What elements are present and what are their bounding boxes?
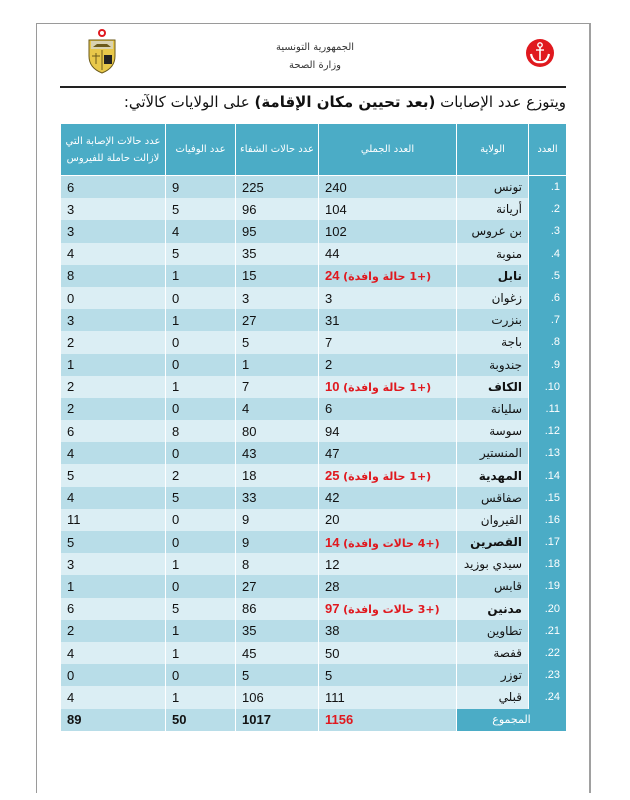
row-index: 14. xyxy=(529,464,567,486)
row-total xyxy=(319,198,457,220)
row-active: 0 xyxy=(61,287,166,309)
row-index: 18. xyxy=(529,553,567,575)
table-row xyxy=(61,509,567,531)
row-total xyxy=(319,287,457,309)
row-total xyxy=(319,442,457,464)
row-deaths: 4 xyxy=(166,220,236,242)
table-caption xyxy=(124,93,566,111)
row-total xyxy=(319,598,457,620)
row-total-value: 5 xyxy=(325,667,333,683)
row-index: 4. xyxy=(529,243,567,265)
totals-row xyxy=(61,709,567,731)
header-governorate: الولاية xyxy=(457,124,529,176)
row-total-value: 2 xyxy=(325,357,333,373)
row-active: 2 xyxy=(61,398,166,420)
row-total xyxy=(319,331,457,353)
row-index: 7. xyxy=(529,309,567,331)
row-deaths: 0 xyxy=(166,575,236,597)
table-row xyxy=(61,331,567,353)
row-total xyxy=(319,220,457,242)
row-recovered: 96 xyxy=(236,198,319,220)
row-recovered: 5 xyxy=(236,664,319,686)
row-total-value: 94 xyxy=(325,423,340,439)
row-deaths: 0 xyxy=(166,531,236,553)
row-total-value: 102 xyxy=(325,223,347,239)
row-recovered: 27 xyxy=(236,575,319,597)
header-recovered: عدد حالات الشفاء xyxy=(236,124,319,176)
row-deaths: 2 xyxy=(166,464,236,486)
row-governorate: القصرين xyxy=(457,531,529,553)
row-index: 11. xyxy=(529,398,567,420)
row-total-value: 10 xyxy=(325,379,340,395)
row-deaths: 5 xyxy=(166,487,236,509)
row-index: 8. xyxy=(529,331,567,353)
row-index: 22. xyxy=(529,642,567,664)
row-total-value: 12 xyxy=(325,556,340,572)
table-header-row xyxy=(61,124,567,176)
row-imported-cases-note: (+3 حالات وافدة) xyxy=(343,603,440,617)
row-recovered: 225 xyxy=(236,176,319,199)
row-active: 3 xyxy=(61,220,166,242)
row-total xyxy=(319,487,457,509)
row-deaths: 0 xyxy=(166,398,236,420)
row-governorate: قابس xyxy=(457,575,529,597)
row-recovered: 3 xyxy=(236,287,319,309)
tunisia-coat-of-arms-icon xyxy=(85,28,119,74)
row-deaths: 0 xyxy=(166,509,236,531)
row-governorate: القيروان xyxy=(457,509,529,531)
row-index: 12. xyxy=(529,420,567,442)
table-row xyxy=(61,598,567,620)
row-deaths: 9 xyxy=(166,176,236,199)
row-governorate: سليانة xyxy=(457,398,529,420)
row-active: 3 xyxy=(61,198,166,220)
row-governorate: قفصة xyxy=(457,642,529,664)
row-recovered: 5 xyxy=(236,331,319,353)
row-total xyxy=(319,575,457,597)
totals-recovered: 1017 xyxy=(236,709,319,731)
row-total xyxy=(319,398,457,420)
row-index: 2. xyxy=(529,198,567,220)
row-recovered: 33 xyxy=(236,487,319,509)
row-governorate: مدنين xyxy=(457,598,529,620)
row-governorate: أريانة xyxy=(457,198,529,220)
row-total-value: 47 xyxy=(325,445,340,461)
row-recovered: 9 xyxy=(236,509,319,531)
row-active: 6 xyxy=(61,598,166,620)
row-total xyxy=(319,176,457,199)
row-total-value: 38 xyxy=(325,623,340,639)
row-index: 10. xyxy=(529,376,567,398)
row-index: 3. xyxy=(529,220,567,242)
row-total xyxy=(319,509,457,531)
row-recovered: 45 xyxy=(236,642,319,664)
table-row xyxy=(61,287,567,309)
row-governorate: قبلي xyxy=(457,686,529,708)
row-active: 2 xyxy=(61,620,166,642)
row-active: 6 xyxy=(61,176,166,199)
header-active xyxy=(61,124,166,176)
table-row xyxy=(61,642,567,664)
row-governorate: جندوبة xyxy=(457,354,529,376)
row-total xyxy=(319,265,457,287)
row-governorate: نابل xyxy=(457,265,529,287)
row-active: 1 xyxy=(61,575,166,597)
row-deaths: 0 xyxy=(166,664,236,686)
row-deaths: 1 xyxy=(166,642,236,664)
row-total-value: 97 xyxy=(325,601,340,617)
row-governorate: منوبة xyxy=(457,243,529,265)
row-imported-cases-note: (+4 حالات وافدة) xyxy=(343,536,440,550)
row-index: 21. xyxy=(529,620,567,642)
table-row xyxy=(61,531,567,553)
row-total-value: 44 xyxy=(325,246,340,262)
row-active: 3 xyxy=(61,553,166,575)
table-row xyxy=(61,376,567,398)
row-deaths: 1 xyxy=(166,309,236,331)
row-total-value: 14 xyxy=(325,534,340,550)
row-total xyxy=(319,309,457,331)
row-active: 4 xyxy=(61,642,166,664)
row-recovered: 35 xyxy=(236,243,319,265)
totals-active: 89 xyxy=(61,709,166,731)
row-total-value: 104 xyxy=(325,201,347,217)
row-total xyxy=(319,376,457,398)
row-deaths: 0 xyxy=(166,331,236,353)
table-row xyxy=(61,664,567,686)
row-index: 1. xyxy=(529,176,567,199)
row-active: 2 xyxy=(61,331,166,353)
row-total-value: 20 xyxy=(325,512,340,528)
row-index: 13. xyxy=(529,442,567,464)
row-active: 4 xyxy=(61,686,166,708)
row-governorate: بنزرت xyxy=(457,309,529,331)
row-governorate: توزر xyxy=(457,664,529,686)
row-index: 16. xyxy=(529,509,567,531)
table-row xyxy=(61,464,567,486)
table-row xyxy=(61,198,567,220)
row-index: 19. xyxy=(529,575,567,597)
row-total xyxy=(319,686,457,708)
ministry-title: وزارة الصحة xyxy=(289,60,341,71)
row-recovered: 18 xyxy=(236,464,319,486)
row-total-value: 42 xyxy=(325,490,340,506)
row-index: 20. xyxy=(529,598,567,620)
row-governorate: باجة xyxy=(457,331,529,353)
row-recovered: 4 xyxy=(236,398,319,420)
row-total xyxy=(319,531,457,553)
table-row xyxy=(61,620,567,642)
row-active: 0 xyxy=(61,664,166,686)
table-row xyxy=(61,553,567,575)
row-total-value: 7 xyxy=(325,334,333,350)
header-active-line2: لازالت حاملة للفيروس xyxy=(66,152,160,164)
table-row xyxy=(61,309,567,331)
row-recovered: 106 xyxy=(236,686,319,708)
row-total-value: 31 xyxy=(325,312,340,328)
row-governorate: زغوان xyxy=(457,287,529,309)
row-total xyxy=(319,642,457,664)
row-imported-cases-note: (+1 حالة وافدة) xyxy=(343,470,432,484)
table-row xyxy=(61,220,567,242)
row-recovered: 1 xyxy=(236,354,319,376)
ministry-of-health-anchor-icon xyxy=(525,38,555,68)
row-governorate: تونس xyxy=(457,176,529,199)
table-row xyxy=(61,686,567,708)
row-deaths: 5 xyxy=(166,598,236,620)
row-active: 4 xyxy=(61,442,166,464)
row-recovered: 27 xyxy=(236,309,319,331)
row-deaths: 0 xyxy=(166,354,236,376)
header-total: العدد الجملي xyxy=(319,124,457,176)
row-deaths: 0 xyxy=(166,287,236,309)
row-index: 24. xyxy=(529,686,567,708)
row-index: 23. xyxy=(529,664,567,686)
table-row xyxy=(61,265,567,287)
totals-label: المجموع xyxy=(457,709,567,731)
row-total xyxy=(319,664,457,686)
republic-title: الجمهورية التونسية xyxy=(275,42,355,53)
row-total-value: 24 xyxy=(325,268,340,284)
row-active: 6 xyxy=(61,420,166,442)
row-total-value: 240 xyxy=(325,179,347,195)
row-deaths: 8 xyxy=(166,420,236,442)
row-recovered: 43 xyxy=(236,442,319,464)
row-deaths: 5 xyxy=(166,198,236,220)
row-active: 2 xyxy=(61,376,166,398)
totals-total: 1156 xyxy=(319,709,457,731)
row-imported-cases-note: (+1 حالة وافدة) xyxy=(343,270,432,284)
row-recovered: 86 xyxy=(236,598,319,620)
row-governorate: المنستير xyxy=(457,442,529,464)
row-active: 4 xyxy=(61,243,166,265)
row-deaths: 1 xyxy=(166,376,236,398)
row-recovered: 95 xyxy=(236,220,319,242)
row-recovered: 80 xyxy=(236,420,319,442)
row-active: 5 xyxy=(61,464,166,486)
row-active: 4 xyxy=(61,487,166,509)
row-recovered: 7 xyxy=(236,376,319,398)
table-row xyxy=(61,176,567,199)
table-row xyxy=(61,398,567,420)
table-row xyxy=(61,487,567,509)
row-active: 11 xyxy=(61,509,166,531)
row-total xyxy=(319,553,457,575)
row-index: 5. xyxy=(529,265,567,287)
row-total-value: 111 xyxy=(325,689,345,705)
row-governorate: سيدي بوزيد xyxy=(457,553,529,575)
table-row xyxy=(61,354,567,376)
header-deaths: عدد الوفيات xyxy=(166,124,236,176)
row-recovered: 9 xyxy=(236,531,319,553)
row-index: 15. xyxy=(529,487,567,509)
header-index: العدد xyxy=(529,124,567,176)
row-active: 5 xyxy=(61,531,166,553)
header-active-line1: عدد حالات الإصابة التي xyxy=(65,135,161,147)
row-deaths: 1 xyxy=(166,686,236,708)
row-imported-cases-note: (+1 حالة وافدة) xyxy=(343,381,432,395)
caption-suffix: على الولايات كالآتي: xyxy=(123,93,255,111)
row-index: 6. xyxy=(529,287,567,309)
row-total xyxy=(319,420,457,442)
totals-deaths: 50 xyxy=(166,709,236,731)
row-recovered: 8 xyxy=(236,553,319,575)
table-row xyxy=(61,243,567,265)
row-index: 9. xyxy=(529,354,567,376)
row-index: 17. xyxy=(529,531,567,553)
table-row xyxy=(61,575,567,597)
caption-prefix: ويتوزع عدد الإصابات xyxy=(435,93,566,111)
row-governorate: تطاوين xyxy=(457,620,529,642)
cases-by-governorate-table xyxy=(60,123,567,731)
row-governorate: بن عروس xyxy=(457,220,529,242)
row-total-value: 50 xyxy=(325,645,340,661)
row-deaths: 1 xyxy=(166,620,236,642)
row-deaths: 1 xyxy=(166,265,236,287)
row-active: 3 xyxy=(61,309,166,331)
row-total-value: 28 xyxy=(325,578,340,594)
table-row xyxy=(61,442,567,464)
row-total xyxy=(319,464,457,486)
caption-bold: (بعد تحيين مكان الإقامة) xyxy=(254,93,436,111)
row-total xyxy=(319,354,457,376)
row-active: 8 xyxy=(61,265,166,287)
table-row xyxy=(61,420,567,442)
header-divider xyxy=(60,86,566,88)
row-governorate: المهدية xyxy=(457,464,529,486)
row-deaths: 0 xyxy=(166,442,236,464)
row-total xyxy=(319,620,457,642)
row-total xyxy=(319,243,457,265)
row-governorate: الكاف xyxy=(457,376,529,398)
row-recovered: 35 xyxy=(236,620,319,642)
row-deaths: 1 xyxy=(166,553,236,575)
row-governorate: سوسة xyxy=(457,420,529,442)
row-active: 1 xyxy=(61,354,166,376)
row-deaths: 5 xyxy=(166,243,236,265)
row-total-value: 3 xyxy=(325,290,333,306)
row-total-value: 6 xyxy=(325,401,333,417)
row-governorate: صفاقس xyxy=(457,487,529,509)
row-total-value: 25 xyxy=(325,468,340,484)
row-recovered: 15 xyxy=(236,265,319,287)
